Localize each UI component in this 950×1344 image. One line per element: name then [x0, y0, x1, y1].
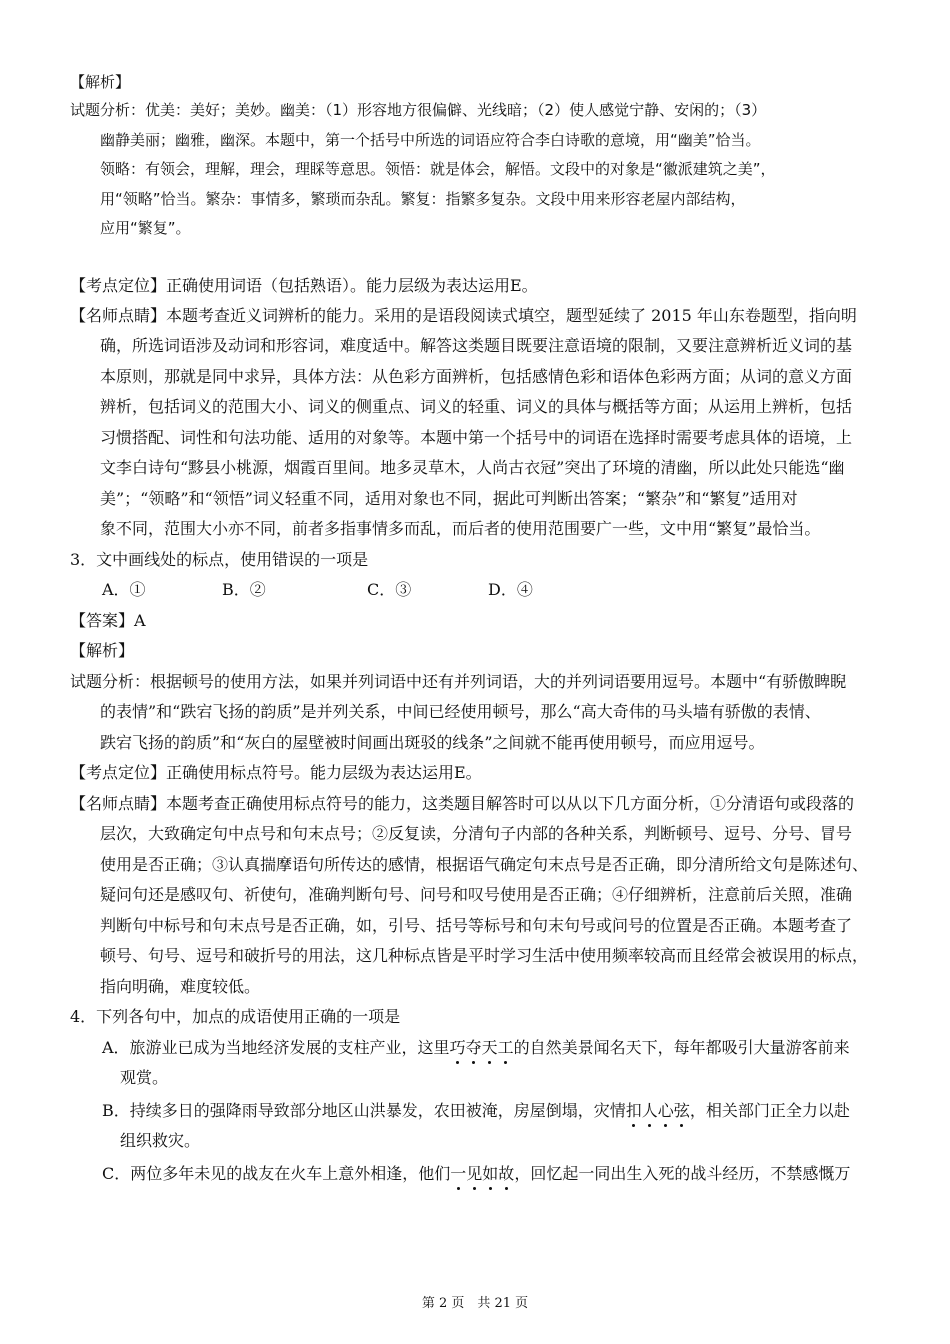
option-a	[102, 1038, 850, 1058]
mingshi-line: 判断句中标号和句末点号是否正确，如，引号、括号等标号和句末句号或问号的位置是否正确。本题考查了	[100, 916, 853, 935]
mingshi-line: 本原则，那就是同中求异，具体方法：从色彩方面辨析，包括感情色彩和语体色彩两方面；从词的意义方面	[100, 367, 853, 386]
emphasis-char: 人	[641, 1101, 658, 1120]
mingshi-line: 美”；“领略”和“领悟”词义轻重不同，适用对象也不同，据此可判断出答案；“繁杂”和“繁复”适用对	[100, 489, 798, 508]
kaodian-line: 【考点定位】正确使用词语（包括熟语）。能力层级为表达运用E。	[70, 276, 538, 295]
analysis-line: 幽静美丽；幽雅，幽深。本题中，第一个括号中所选的词语应符合李白诗歌的意境，用“幽美”恰当。	[100, 131, 761, 149]
option-text: ，相关部门正全力以赴	[689, 1101, 850, 1120]
mingshi-line: 疑问句还是感叹句、祈使句，准确判断句号、问号和叹号使用是否正确；④仔细辨析，注意前后关照，准确	[100, 885, 853, 904]
page-footer: 第 2 页 共 21 页	[421, 1296, 529, 1311]
option-text: 的自然美景闻名天下，每年都吸引大量游客前来	[513, 1038, 850, 1057]
mingshi-line: 辨析，包括词义的范围大小、词义的侧重点、词义的轻重、词义的具体与概括等方面；从运用上辨析，包括	[100, 397, 853, 416]
analysis-line: 应用“繁复”。	[100, 219, 191, 237]
emphasis-char: 工	[497, 1038, 514, 1057]
mingshi-line: 顿号、句号、逗号和破折号的用法，这几种标点皆是平时学习生活中使用频率较高而且经常会被误用的标点，	[100, 946, 869, 965]
analysis-line: 跌宕飞扬的韵质”和“灰白的屋壁被时间画出斑驳的线条”之间就不能再使用顿号，而应用逗号。	[100, 733, 765, 752]
dotted-idiom	[450, 1164, 514, 1184]
option-b: B．②	[222, 580, 266, 599]
mingshi-line: 层次，大致确定句中点号和句末点号；②反复读，分清句子内部的各种关系，判断顿号、逗号、分号、冒号	[100, 824, 853, 843]
emphasis-char: 一	[450, 1164, 467, 1183]
analysis-heading: 【解析】	[70, 73, 131, 91]
emphasis-char: 如	[482, 1164, 499, 1183]
option-b	[102, 1101, 850, 1121]
mingshi-line: 指向明确，难度较低。	[100, 977, 261, 996]
analysis-line: 领略：有领会，理解，理会，理睬等意思。领悟：就是体会，解悟。文段中的对象是“徽派建筑之美”，	[100, 160, 776, 178]
mingshi-line: 【名师点睛】本题考查正确使用标点符号的能力，这类题目解答时可以从以下几方面分析，①分清语句或段落的	[70, 794, 855, 813]
option-a: A．①	[102, 580, 146, 599]
emphasis-char: 天	[481, 1038, 498, 1057]
option-continuation: 观赏。	[120, 1068, 169, 1087]
mingshi-line: 象不同，范围大小亦不同，前者多指事情多而乱，而后者的使用范围要广一些，文中用“繁复”最恰当。	[100, 519, 821, 538]
mingshi-line: 【名师点睛】本题考查近义词辨析的能力。采用的是语段阅读式填空，题型延续了 2015 年山东卷题型，指向明	[70, 306, 857, 325]
option-text: C．两位多年未见的战友在火车上意外相逢，他们	[102, 1164, 451, 1183]
option-text: A．旅游业已成为当地经济发展的支柱产业，这里	[102, 1038, 450, 1057]
emphasis-char: 故	[498, 1164, 515, 1183]
option-c	[102, 1164, 850, 1184]
mingshi-line: 使用是否正确；③认真揣摩语句所传达的感情，根据语气确定句末点号是否正确，即分清所给文句是陈述句、	[100, 855, 869, 874]
answer-line: 【答案】A	[70, 611, 146, 630]
mingshi-line: 确，所选词语涉及动词和形容词，难度适中。解答这类题目既要注意语境的限制，又要注意辨析近义词的基	[100, 336, 853, 355]
option-continuation: 组织救灾。	[120, 1131, 201, 1150]
option-d: D．④	[488, 580, 533, 599]
dotted-idiom	[626, 1101, 690, 1121]
option-c: C．③	[367, 580, 412, 599]
analysis-line: 的表情”和“跌宕飞扬的韵质”是并列关系，中间已经使用顿号，那么“高大奇伟的马头墙有骄傲的表情、	[100, 702, 821, 721]
dotted-idiom	[450, 1038, 514, 1058]
analysis-line: 试题分析：根据顿号的使用方法，如果并列词语中还有并列词语，大的并列词语要用逗号。本题中“有骄傲睥睨	[70, 672, 847, 691]
mingshi-line: 习惯搭配、词性和句法功能、适用的对象等。本题中第一个括号中的词语在选择时需要考虑具体的语境，上	[100, 428, 853, 447]
mingshi-line: 文李白诗句“黟县小桃源，烟霞百里间。地多灵草木，人尚古衣冠”突出了环境的清幽，所以此处只能选“幽	[100, 458, 845, 477]
emphasis-char: 见	[466, 1164, 483, 1183]
emphasis-char: 巧	[449, 1038, 466, 1057]
emphasis-char: 心	[657, 1101, 674, 1120]
option-text: B．持续多日的强降雨导致部分地区山洪暴发，农田被淹，房屋倒塌，灾情	[102, 1101, 626, 1120]
emphasis-char: 扣	[625, 1101, 642, 1120]
analysis-line: 用“领略”恰当。繁杂：事情多，繁琐而杂乱。繁复：指繁多复杂。文段中用来形容老屋内部结构，	[100, 190, 746, 208]
question-stem: 3．文中画线处的标点，使用错误的一项是	[70, 550, 369, 569]
kaodian-line: 【考点定位】正确使用标点符号。能力层级为表达运用E。	[70, 763, 482, 782]
analysis-heading: 【解析】	[70, 641, 135, 660]
analysis-line: 试题分析：优美：美好；美妙。幽美：（1）形容地方很偏僻、光线暗；（2）使人感觉宁静、安闲的；（3）	[70, 101, 767, 119]
emphasis-char: 夺	[465, 1038, 482, 1057]
option-text: ，回忆起一同出生入死的战斗经历，不禁感慨万	[514, 1164, 851, 1183]
emphasis-char: 弦	[673, 1101, 690, 1120]
question-stem: 4．下列各句中，加点的成语使用正确的一项是	[70, 1007, 401, 1026]
